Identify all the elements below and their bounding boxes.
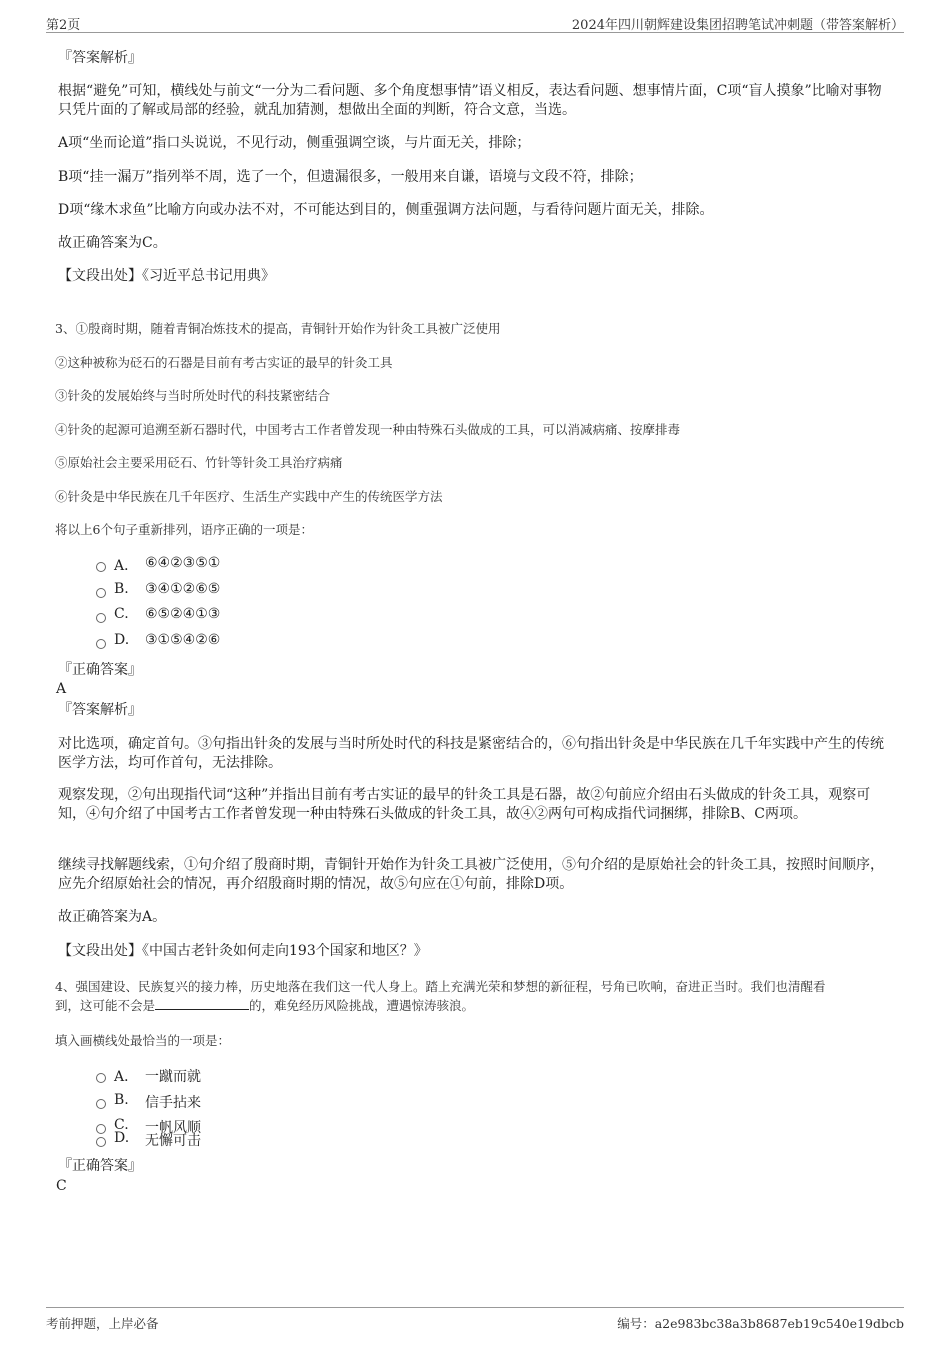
q2-analysis-p1: 根据“避免”可知，横线处与前文“一分为二看问题、多个角度想事情”语义相反，表达看问题、想事情片面，C项“盲人摸象”比喻对事物只凭片面的了解或局部的经验，就乱加猜测，想做出全面的判断，符合文意，当选。 xyxy=(58,83,882,118)
q3-prompt: 将以上6个句子重新排列，语序正确的一项是： xyxy=(55,522,313,537)
footer-slogan: 考前押题，上岸必备 xyxy=(46,1316,159,1331)
q3-answer: A xyxy=(56,681,67,697)
page-number: 第2页 xyxy=(46,18,81,33)
q3-sentence-1: 3、①殷商时期，随着青铜冶炼技术的提高，青铜针开始作为针灸工具被广泛使用 xyxy=(55,321,501,336)
q2-conclusion: 故正确答案为C。 xyxy=(58,235,167,251)
q4-answer: C xyxy=(56,1178,67,1194)
page-footer xyxy=(46,1307,904,1332)
q3-sentence-6: ⑥针灸是中华民族在几千年医疗、生活生产实践中产生的传统医学方法 xyxy=(55,489,443,504)
q4-prompt: 填入画横线处最恰当的一项是： xyxy=(55,1033,231,1048)
q3-source: 【文段出处】《中国古老针灸如何走向193个国家和地区？》 xyxy=(58,943,428,959)
q3-sentence-3: ③针灸的发展始终与当时所处时代的科技紧密结合 xyxy=(55,388,331,403)
q3-analysis-p2: 观察发现，②句出现指代词“这种”并指出目前有考古实证的最早的针灸工具是石器，故②句前应介绍由石头做成的针灸工具，观察可知，④句介绍了中国考古工作者曾发现一种由特殊石头做成的针灸工具，故④②两句可构成指代词捆绑，排除B、C两项。 xyxy=(58,787,871,822)
radio-button[interactable] xyxy=(96,1137,106,1147)
document-title: 2024年四川朝辉建设集团招聘笔试冲刺题（带答案解析） xyxy=(571,18,904,33)
q2-analysis-p2: A项“坐而论道”指口头说说，不见行动，侧重强调空谈，与片面无关，排除； xyxy=(58,135,531,151)
radio-button[interactable] xyxy=(96,613,106,623)
q3-answer-label: 『正确答案』 xyxy=(58,662,142,678)
radio-button[interactable] xyxy=(96,639,106,649)
radio-button[interactable] xyxy=(96,588,106,598)
q3-sentence-2: ②这种被称为砭石的石器是目前有考古实证的最早的针灸工具 xyxy=(55,355,393,370)
q4-stem-line2: 到，这可能不会是 的，难免经历风险挑战，遭遇惊涛骇浪。 xyxy=(55,998,475,1013)
radio-button[interactable] xyxy=(96,1073,106,1083)
q2-analysis-p4: D项“缘木求鱼”比喻方向或办法不对，不可能达到目的，侧重强调方法问题，与看待问题片面无关，排除。 xyxy=(58,202,714,218)
q2-analysis-label: 『答案解析』 xyxy=(58,50,142,66)
q3-analysis-p1: 对比选项，确定首句。③句指出针灸的发展与当时所处时代的科技是紧密结合的，⑥句指出针灸是中华民族在几千年实践中产生的传统医学方法，均可作首句，无法排除。 xyxy=(58,736,884,771)
q3-sentence-4: ④针灸的起源可追溯至新石器时代，中国考古工作者曾发现一种由特殊石头做成的工具，可以消减病痛、按摩排毒 xyxy=(55,422,681,437)
q3-conclusion: 故正确答案为A。 xyxy=(58,909,167,925)
q4-answer-label: 『正确答案』 xyxy=(58,1158,142,1174)
q4-stem-line1: 4、强国建设、民族复兴的接力棒，历史地落在我们这一代人身上。踏上充满光荣和梦想的新征程，号角已吹响，奋进正当时。我们也清醒看 xyxy=(55,979,826,994)
q2-source: 【文段出处】《习近平总书记用典》 xyxy=(58,268,275,284)
q3-sentence-5: ⑤原始社会主要采用砭石、竹针等针灸工具治疗病痛 xyxy=(55,455,343,470)
q3-analysis-p3: 继续寻找解题线索，①句介绍了殷商时期，青铜针开始作为针灸工具被广泛使用，⑤句介绍的是原始社会的针灸工具，按照时间顺序，应先介绍原始社会的情况，再介绍殷商时期的情况，故⑤句应在①句前，排除D项。 xyxy=(58,857,884,892)
radio-button[interactable] xyxy=(96,1124,106,1134)
radio-button[interactable] xyxy=(96,1099,106,1109)
q2-analysis-p3: B项“挂一漏万”指列举不周，选了一个，但遗漏很多，一般用来自谦，语境与文段不符，排除； xyxy=(58,169,643,185)
fill-blank xyxy=(155,997,249,1010)
page-header xyxy=(46,12,904,33)
radio-button[interactable] xyxy=(96,562,106,572)
q3-analysis-label: 『答案解析』 xyxy=(58,702,142,718)
document-id: 编号：a2e983bc38a3b8687eb19c540e19dbcb xyxy=(617,1316,904,1331)
